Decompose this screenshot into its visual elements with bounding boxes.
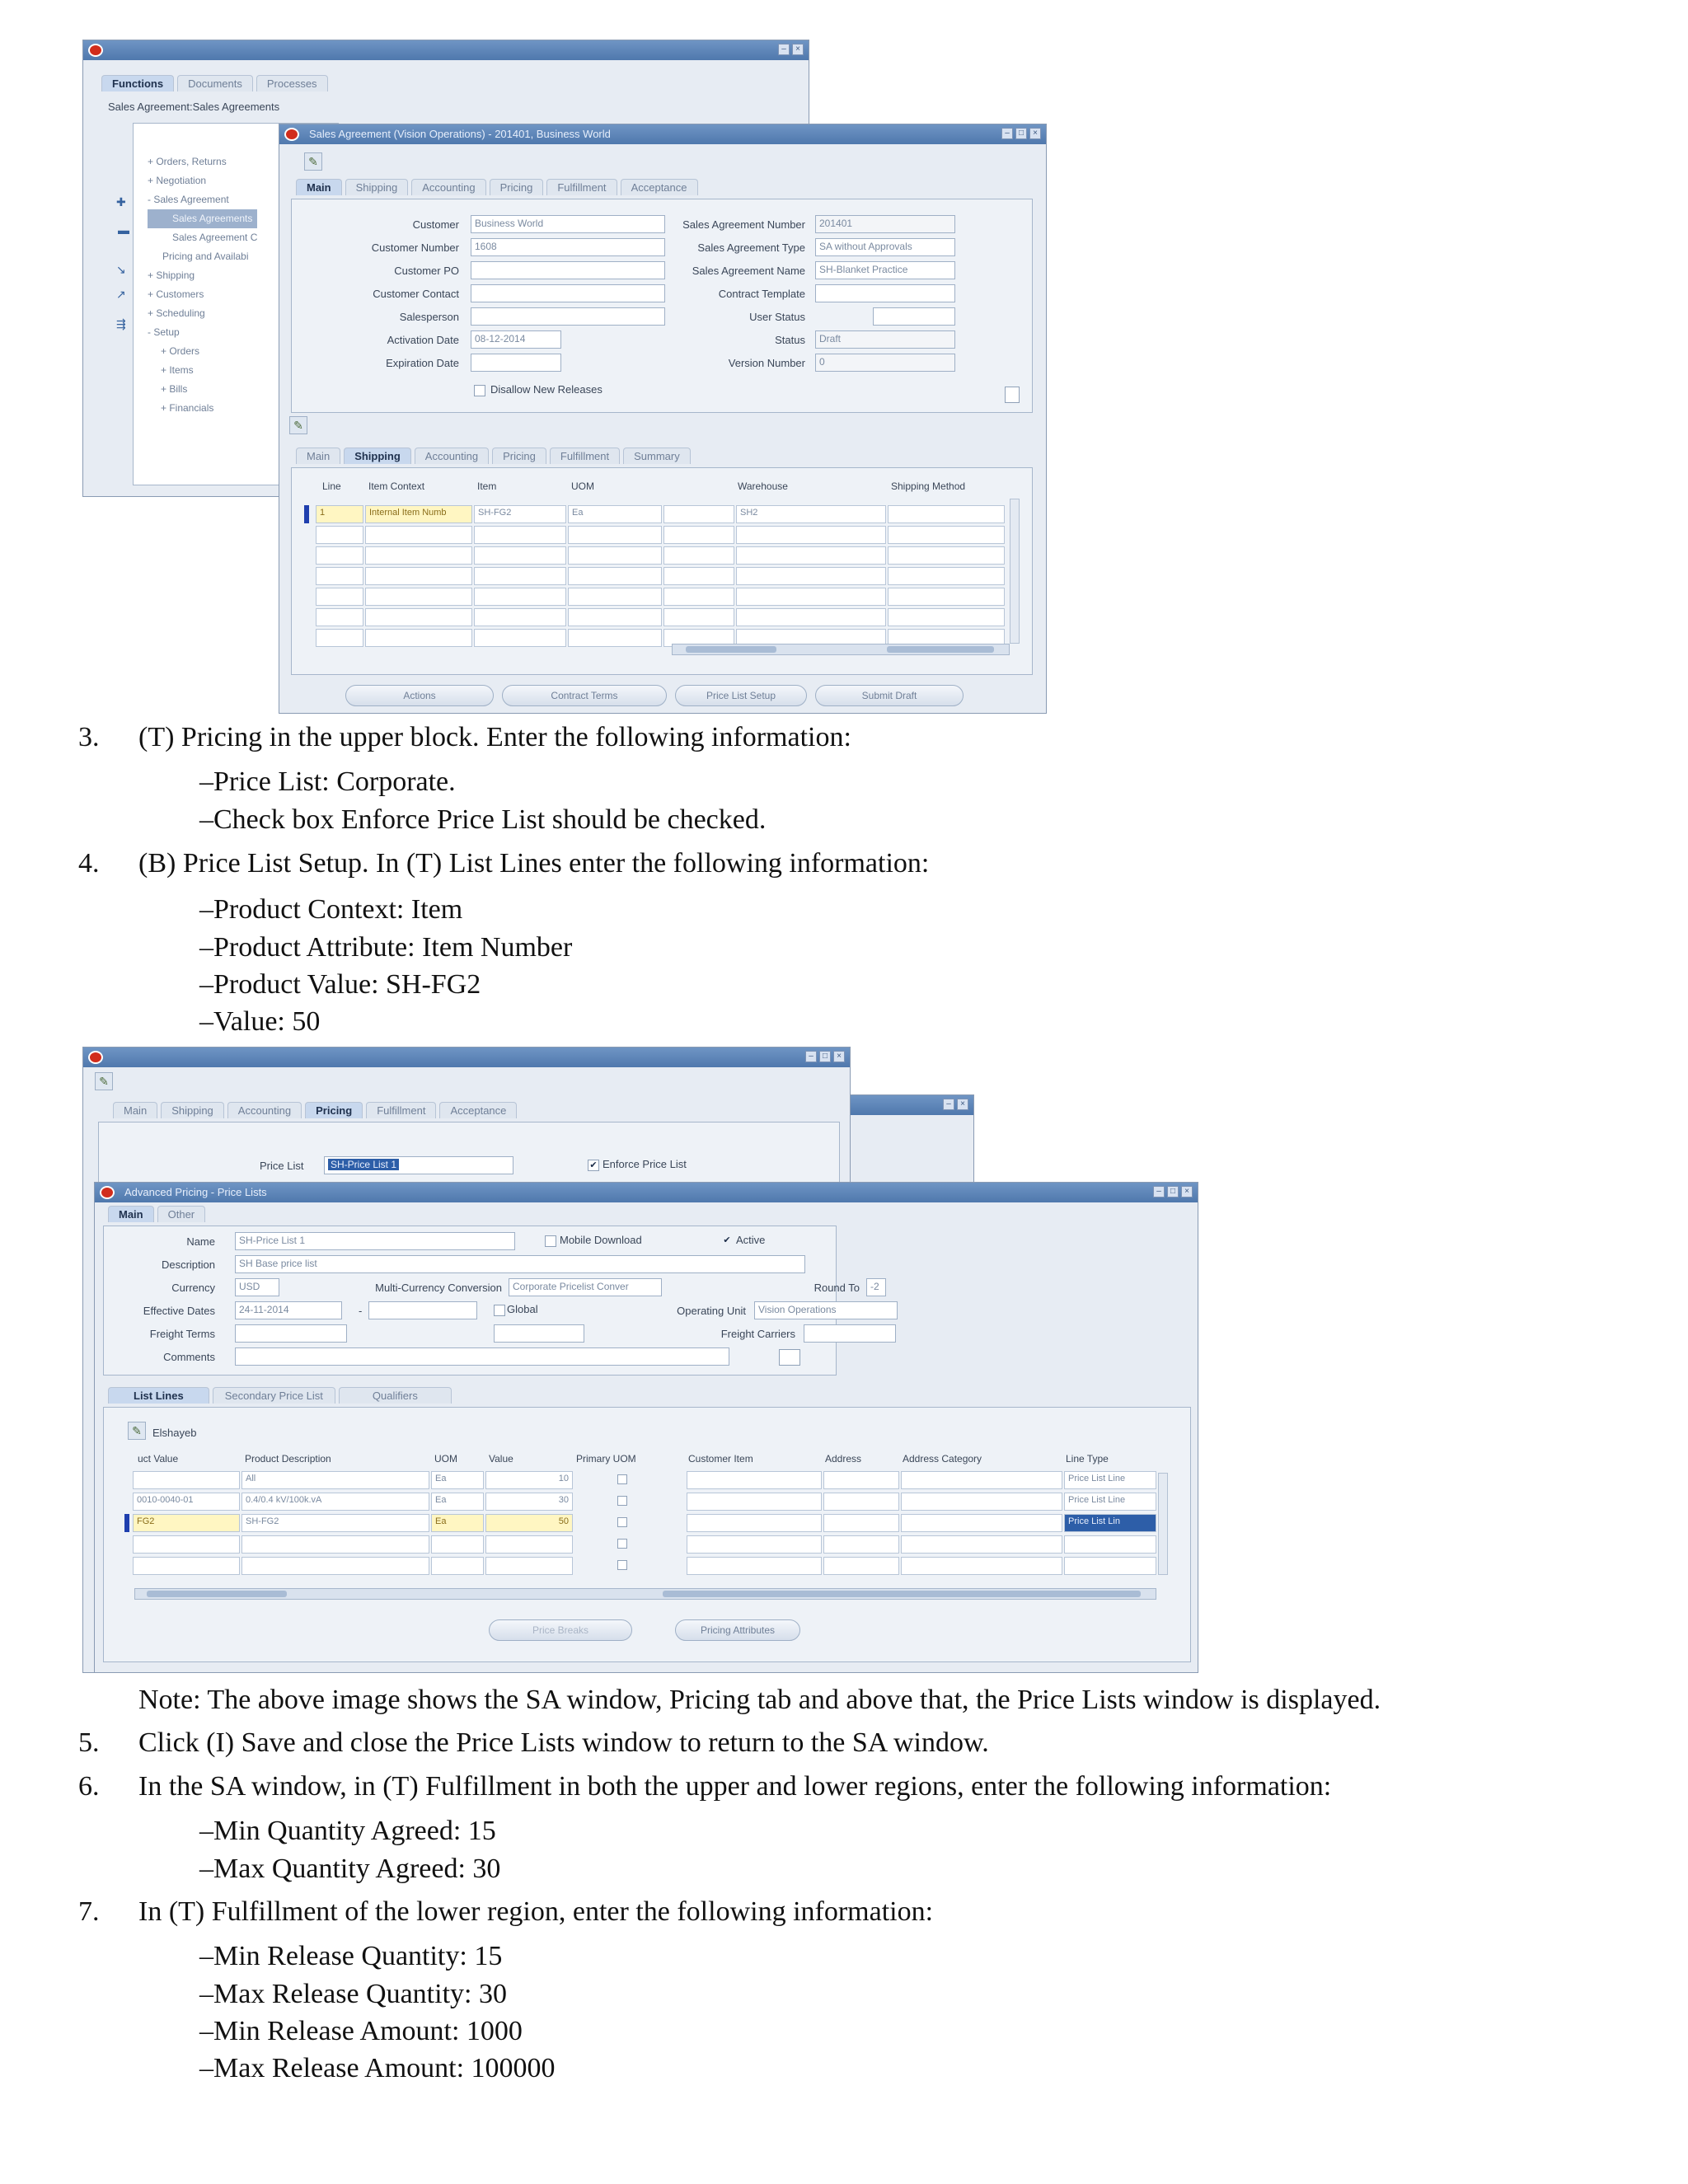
contract-template-field[interactable] <box>815 284 955 302</box>
list-line-cell[interactable] <box>901 1493 1062 1511</box>
column-header-uom: UOM <box>434 1453 457 1465</box>
minimize-icon[interactable]: – <box>1153 1186 1165 1197</box>
empty-cell[interactable] <box>568 567 662 585</box>
empty-cell[interactable] <box>241 1535 429 1554</box>
list-line-cell[interactable]: Price List Line <box>1064 1493 1156 1511</box>
oracle-logo-icon <box>284 128 299 141</box>
empty-cell[interactable] <box>365 526 472 544</box>
tree-item[interactable]: + Financials <box>161 402 214 414</box>
primary-uom-checkbox-cell[interactable] <box>574 1471 685 1489</box>
primary-uom-checkbox-cell[interactable] <box>574 1557 685 1575</box>
tab-main[interactable]: Main <box>296 179 342 195</box>
tab-accounting[interactable]: Accounting <box>415 448 489 464</box>
primary-uom-checkbox-cell[interactable] <box>574 1514 685 1532</box>
primary-uom-checkbox-cell[interactable] <box>574 1535 685 1554</box>
salesperson-field[interactable] <box>471 307 665 326</box>
list-line-cell[interactable]: 50 <box>485 1514 573 1532</box>
step-6-bullet: –Max Quantity Agreed: 30 <box>199 1854 501 1884</box>
empty-cell[interactable] <box>1064 1557 1156 1575</box>
empty-cell[interactable] <box>365 567 472 585</box>
enforce-price-list-label: Enforce Price List <box>603 1158 687 1170</box>
list-line-cell[interactable] <box>823 1514 899 1532</box>
list-line-cell[interactable] <box>687 1471 822 1489</box>
tab-accounting[interactable]: Accounting <box>227 1102 302 1118</box>
empty-cell[interactable] <box>687 1535 822 1554</box>
minimize-icon[interactable]: – <box>778 44 790 55</box>
user-status-label: User Status <box>749 311 805 323</box>
line-cell[interactable]: Ea <box>568 505 662 523</box>
empty-cell[interactable] <box>568 608 662 626</box>
column-header-warehouse: Warehouse <box>738 480 788 492</box>
step-3-bullet: –Check box Enforce Price List should be checked. <box>199 804 767 835</box>
tab-shipping[interactable]: Shipping <box>161 1102 224 1118</box>
comments-label: Comments <box>163 1351 215 1363</box>
empty-cell[interactable] <box>736 608 886 626</box>
empty-cell[interactable] <box>365 629 472 647</box>
tab-documents[interactable]: Documents <box>177 75 253 91</box>
tree-item[interactable]: - Setup <box>148 326 180 338</box>
step-7-bullet: –Max Release Quantity: 30 <box>199 1979 507 2009</box>
navigator-heading: Sales Agreement:Sales Agreements <box>108 101 280 113</box>
minimize-icon[interactable]: – <box>1001 128 1013 139</box>
primary-uom-checkbox[interactable] <box>617 1474 627 1484</box>
sa-type-field[interactable]: SA without Approvals <box>815 238 955 256</box>
payment-terms-field[interactable] <box>494 1324 584 1343</box>
multi-currency-field[interactable]: Corporate Pricelist Conver <box>509 1278 662 1296</box>
column-header-shipping-method: Shipping Method <box>891 480 966 492</box>
empty-cell[interactable] <box>736 567 886 585</box>
primary-uom-checkbox[interactable] <box>617 1496 627 1506</box>
empty-cell[interactable] <box>736 546 886 565</box>
empty-cell[interactable] <box>687 1557 822 1575</box>
empty-cell[interactable] <box>316 567 363 585</box>
step-6-text: In the SA window, in (T) Fulfillment in both the upper and lower regions, enter the following information: <box>138 1771 1332 1802</box>
empty-cell[interactable] <box>823 1557 899 1575</box>
customer-number-field[interactable]: 1608 <box>471 238 665 256</box>
freight-terms-label: Freight Terms <box>149 1328 215 1340</box>
tab-secondary-price-list[interactable]: Secondary Price List <box>213 1387 335 1404</box>
currency-label: Currency <box>171 1282 215 1294</box>
maximize-icon[interactable]: □ <box>1167 1186 1179 1197</box>
empty-cell[interactable] <box>474 588 566 606</box>
close-icon[interactable]: × <box>957 1099 968 1110</box>
price-list-setup-button[interactable]: Price List Setup <box>675 685 807 706</box>
close-icon[interactable]: × <box>792 44 804 55</box>
folder-user-label: Elshayeb <box>152 1427 197 1439</box>
tree-item[interactable]: + Orders, Returns <box>148 156 227 167</box>
tree-item-selected[interactable]: Sales Agreements <box>148 209 257 228</box>
line-cell[interactable]: SH-FG2 <box>474 505 566 523</box>
tab-processes[interactable]: Processes <box>256 75 328 91</box>
tab-main[interactable]: Main <box>113 1102 157 1118</box>
step-4-bullet: –Value: 50 <box>199 1006 321 1037</box>
minimize-icon[interactable]: – <box>943 1099 954 1110</box>
active-label: Active <box>736 1234 766 1246</box>
price-list-label: Price List <box>260 1160 304 1172</box>
column-header-uom: UOM <box>571 480 594 492</box>
column-header-product-description: Product Description <box>245 1453 331 1465</box>
list-line-cell[interactable] <box>901 1514 1062 1532</box>
descriptive-flexfield[interactable] <box>779 1349 800 1366</box>
mobile-download-checkbox[interactable] <box>545 1235 556 1247</box>
contract-terms-button[interactable]: Contract Terms <box>502 685 667 706</box>
column-header-customer-item: Customer Item <box>688 1453 753 1465</box>
tab-qualifiers[interactable]: Qualifiers <box>339 1387 452 1404</box>
round-to-label: Round To <box>814 1282 860 1294</box>
folder-icon[interactable]: ✎ <box>95 1072 113 1090</box>
line-cell[interactable]: 1 <box>316 505 363 523</box>
column-header-address-category: Address Category <box>903 1453 982 1465</box>
close-icon[interactable]: × <box>1181 1186 1193 1197</box>
step-7-bullet: –Min Release Amount: 1000 <box>199 2016 523 2046</box>
expand-icon[interactable]: ✚ <box>116 195 126 209</box>
empty-cell[interactable] <box>133 1535 240 1554</box>
primary-uom-checkbox[interactable] <box>617 1560 627 1570</box>
list-line-cell[interactable] <box>133 1471 240 1489</box>
oracle-logo-icon <box>100 1186 115 1199</box>
note-text: Note: The above image shows the SA window, Pricing tab and above that, the Price Lists window is displayed. <box>138 1685 1381 1715</box>
vertical-scrollbar[interactable] <box>1010 499 1020 644</box>
date-dash: - <box>359 1305 363 1317</box>
empty-cell[interactable] <box>316 526 363 544</box>
primary-uom-checkbox[interactable] <box>617 1539 627 1549</box>
empty-cell[interactable] <box>663 567 734 585</box>
sa-pricing-titlebar <box>83 1047 850 1067</box>
tab-acceptance[interactable]: Acceptance <box>621 179 698 195</box>
list-line-cell[interactable]: All <box>241 1471 429 1489</box>
expand-all-icon[interactable]: ⇶ <box>116 317 126 330</box>
sa-number-label: Sales Agreement Number <box>682 218 805 231</box>
collapse-icon[interactable]: ▬ <box>118 223 129 237</box>
global-checkbox[interactable] <box>494 1305 505 1316</box>
step-6-bullet: –Min Quantity Agreed: 15 <box>199 1816 496 1846</box>
price-lists-titlebar <box>95 1183 1198 1202</box>
multi-currency-label: Multi-Currency Conversion <box>375 1282 502 1294</box>
step-7-text: In (T) Fulfillment of the lower region, enter the following information: <box>138 1896 934 1927</box>
tree-item[interactable]: + Customers <box>148 288 204 300</box>
customer-label: Customer <box>412 218 459 231</box>
empty-cell[interactable] <box>316 608 363 626</box>
pricing-attributes-button[interactable]: Pricing Attributes <box>675 1619 800 1641</box>
column-header-item-context: Item Context <box>368 480 425 492</box>
current-record-indicator <box>124 1514 129 1532</box>
price-lists-window-title: Advanced Pricing - Price Lists <box>124 1186 267 1198</box>
effective-dates-label: Effective Dates <box>143 1305 215 1317</box>
list-line-cell[interactable]: FG2 <box>133 1514 240 1532</box>
empty-cell[interactable] <box>316 588 363 606</box>
sa-window-title: Sales Agreement (Vision Operations) - 201401, Business World <box>309 128 611 140</box>
comments-field[interactable] <box>235 1347 729 1366</box>
background-titlebar <box>850 1095 973 1115</box>
add-to-list-icon[interactable]: ↘ <box>116 263 126 276</box>
line-cell[interactable]: Internal Item Numb <box>365 505 472 523</box>
step-4-bullet: –Product Context: Item <box>199 894 463 925</box>
folder-icon[interactable]: ✎ <box>289 416 307 434</box>
empty-cell[interactable] <box>663 588 734 606</box>
tab-pricing[interactable]: Pricing <box>305 1102 363 1118</box>
tree-item[interactable]: + Items <box>161 364 194 376</box>
close-icon[interactable]: × <box>1029 128 1041 139</box>
empty-cell[interactable] <box>241 1557 429 1575</box>
list-line-cell[interactable]: 30 <box>485 1493 573 1511</box>
sa-number-field[interactable]: 201401 <box>815 215 955 233</box>
empty-cell[interactable] <box>485 1535 573 1554</box>
horizontal-scrollbar[interactable] <box>672 644 1010 655</box>
empty-cell[interactable] <box>888 526 1005 544</box>
operating-unit-field[interactable]: Vision Operations <box>754 1301 898 1319</box>
list-line-cell[interactable]: Price List Lin <box>1064 1514 1156 1532</box>
freight-carriers-field[interactable] <box>804 1324 896 1343</box>
name-field[interactable]: SH-Price List 1 <box>235 1232 515 1250</box>
step-7-bullet: –Max Release Amount: 100000 <box>199 2053 556 2083</box>
step-4-bullet: –Product Value: SH-FG2 <box>199 969 481 1000</box>
activation-date-field[interactable]: 08-12-2014 <box>471 330 561 349</box>
descriptive-flexfield[interactable] <box>1005 387 1020 403</box>
tab-main[interactable]: Main <box>296 448 340 464</box>
list-line-cell[interactable]: Ea <box>431 1493 484 1511</box>
submit-draft-button[interactable]: Submit Draft <box>815 685 964 706</box>
folder-icon[interactable]: ✎ <box>128 1422 146 1440</box>
empty-cell[interactable] <box>133 1557 240 1575</box>
empty-cell[interactable] <box>888 588 1005 606</box>
empty-cell[interactable] <box>901 1557 1062 1575</box>
step-4-number: 4. <box>78 848 100 879</box>
column-header-product-value: uct Value <box>138 1453 179 1465</box>
user-status-field[interactable] <box>873 307 955 326</box>
oracle-logo-icon <box>88 1051 103 1064</box>
customer-field[interactable]: Business World <box>471 215 665 233</box>
sales-agreement-window <box>279 124 1047 714</box>
contract-template-label: Contract Template <box>718 288 805 300</box>
sa-titlebar <box>279 124 1046 144</box>
list-line-cell[interactable]: Ea <box>431 1471 484 1489</box>
list-lines-panel <box>103 1407 1191 1662</box>
mobile-download-label: Mobile Download <box>560 1234 642 1246</box>
operating-unit-label: Operating Unit <box>677 1305 746 1317</box>
global-label: Global <box>507 1303 538 1315</box>
tab-acceptance[interactable]: Acceptance <box>439 1102 517 1118</box>
empty-cell[interactable] <box>901 1535 1062 1554</box>
enforce-price-list-checkbox[interactable]: ✔ <box>588 1160 599 1171</box>
tree-item[interactable]: + Orders <box>161 345 200 357</box>
column-header-value: Value <box>489 1453 513 1465</box>
empty-cell[interactable] <box>365 608 472 626</box>
empty-cell[interactable] <box>888 567 1005 585</box>
round-to-field[interactable]: -2 <box>866 1278 886 1296</box>
empty-cell[interactable] <box>474 629 566 647</box>
list-line-cell[interactable] <box>687 1493 822 1511</box>
step-7-number: 7. <box>78 1896 100 1927</box>
list-line-cell[interactable]: 10 <box>485 1471 573 1489</box>
empty-cell[interactable] <box>474 546 566 565</box>
sa-name-label: Sales Agreement Name <box>692 265 805 277</box>
freight-carriers-label: Freight Carriers <box>720 1328 795 1340</box>
sa-type-label: Sales Agreement Type <box>697 241 805 254</box>
price-list-value: SH-Price List 1 <box>328 1159 399 1170</box>
tab-shipping[interactable]: Shipping <box>344 448 411 464</box>
tab-functions[interactable]: Functions <box>101 75 174 91</box>
expiration-date-field[interactable] <box>471 354 561 372</box>
version-number-label: Version Number <box>728 357 805 369</box>
tree-item[interactable]: + Shipping <box>148 269 195 281</box>
empty-cell[interactable] <box>568 526 662 544</box>
tree-item[interactable]: + Scheduling <box>148 307 205 319</box>
list-line-cell[interactable] <box>901 1471 1062 1489</box>
description-label: Description <box>161 1258 215 1271</box>
empty-cell[interactable] <box>474 608 566 626</box>
disallow-new-releases-label: Disallow New Releases <box>490 383 603 396</box>
list-line-cell[interactable]: Price List Line <box>1064 1471 1156 1489</box>
empty-cell[interactable] <box>663 526 734 544</box>
tree-item[interactable]: Pricing and Availabi <box>162 251 249 262</box>
empty-cell[interactable] <box>568 546 662 565</box>
empty-cell[interactable] <box>823 1535 899 1554</box>
disallow-new-releases-checkbox[interactable] <box>474 385 485 396</box>
background-window <box>849 1094 974 1185</box>
tab-pricing[interactable]: Pricing <box>490 179 544 195</box>
tab-fulfillment[interactable]: Fulfillment <box>550 448 620 464</box>
tab-fulfillment[interactable]: Fulfillment <box>546 179 617 195</box>
empty-cell[interactable] <box>736 526 886 544</box>
expiration-date-label: Expiration Date <box>386 357 459 369</box>
minimize-icon[interactable]: – <box>805 1051 817 1062</box>
empty-cell[interactable] <box>568 629 662 647</box>
empty-cell[interactable] <box>568 588 662 606</box>
empty-cell[interactable] <box>663 546 734 565</box>
column-header-line: Line <box>322 480 341 492</box>
empty-cell[interactable] <box>1064 1535 1156 1554</box>
empty-cell[interactable] <box>485 1557 573 1575</box>
step-5-text: Click (I) Save and close the Price Lists window to return to the SA window. <box>138 1727 989 1758</box>
empty-cell[interactable] <box>474 526 566 544</box>
column-header-primary-uom: Primary UOM <box>576 1453 636 1465</box>
step-4-text: (B) Price List Setup. In (T) List Lines enter the following information: <box>138 848 930 879</box>
salesperson-label: Salesperson <box>399 311 459 323</box>
empty-cell[interactable] <box>431 1535 484 1554</box>
effective-date-from-field[interactable]: 24-11-2014 <box>235 1301 342 1319</box>
tab-summary[interactable]: Summary <box>623 448 691 464</box>
list-line-cell[interactable]: Ea <box>431 1514 484 1532</box>
tree-item[interactable]: Sales Agreement C <box>172 232 258 243</box>
line-cell[interactable] <box>888 505 1005 523</box>
empty-cell[interactable] <box>316 629 363 647</box>
empty-cell[interactable] <box>736 588 886 606</box>
actions-button[interactable]: Actions <box>345 685 494 706</box>
tab-fulfillment[interactable]: Fulfillment <box>366 1102 436 1118</box>
customer-po-field[interactable] <box>471 261 665 279</box>
tab-accounting[interactable]: Accounting <box>411 179 485 195</box>
status-label: Status <box>775 334 805 346</box>
list-line-cell[interactable] <box>687 1514 822 1532</box>
empty-cell[interactable] <box>316 546 363 565</box>
empty-cell[interactable] <box>431 1557 484 1575</box>
tree-item[interactable]: + Bills <box>161 383 188 395</box>
vertical-scrollbar[interactable] <box>1158 1473 1168 1575</box>
horizontal-scrollbar[interactable] <box>134 1588 1156 1600</box>
step-3-text: (T) Pricing in the upper block. Enter the following information: <box>138 722 851 752</box>
step-3-bullet: –Price List: Corporate. <box>199 766 456 797</box>
list-line-cell[interactable]: 0010-0040-01 <box>133 1493 240 1511</box>
column-header-line-type: Line Type <box>1066 1453 1109 1465</box>
line-cell[interactable]: SH2 <box>736 505 886 523</box>
price-lists-window <box>94 1182 1198 1673</box>
description-field[interactable]: SH Base price list <box>235 1255 805 1273</box>
empty-cell[interactable] <box>888 546 1005 565</box>
currency-field[interactable]: USD <box>235 1278 279 1296</box>
customer-contact-field[interactable] <box>471 284 665 302</box>
version-number-field[interactable]: 0 <box>815 354 955 372</box>
current-record-indicator <box>304 505 309 523</box>
active-checkbox[interactable]: ✔ <box>723 1235 731 1245</box>
list-line-cell[interactable]: 0.4/0.4 kV/100k.vA <box>241 1493 429 1511</box>
empty-cell[interactable] <box>663 608 734 626</box>
sa-name-field[interactable]: SH-Blanket Practice <box>815 261 955 279</box>
step-6-number: 6. <box>78 1771 100 1802</box>
customer-po-label: Customer PO <box>394 265 459 277</box>
tab-other[interactable]: Other <box>157 1206 206 1222</box>
empty-cell[interactable] <box>365 546 472 565</box>
step-3-number: 3. <box>78 722 100 752</box>
list-line-cell[interactable] <box>823 1493 899 1511</box>
empty-cell[interactable] <box>888 608 1005 626</box>
tree-item[interactable]: + Negotiation <box>148 175 207 186</box>
activation-date-label: Activation Date <box>387 334 459 346</box>
freight-terms-field[interactable] <box>235 1324 347 1343</box>
step-7-bullet: –Min Release Quantity: 15 <box>199 1941 503 1971</box>
tab-pricing[interactable]: Pricing <box>492 448 546 464</box>
remove-from-list-icon[interactable]: ↗ <box>116 288 126 301</box>
tab-shipping[interactable]: Shipping <box>345 179 409 195</box>
column-header-address: Address <box>825 1453 862 1465</box>
price-breaks-button[interactable]: Price Breaks <box>489 1619 632 1641</box>
primary-uom-checkbox[interactable] <box>617 1517 627 1527</box>
oracle-logo-icon <box>88 44 103 57</box>
step-5-number: 5. <box>78 1727 100 1758</box>
status-field[interactable]: Draft <box>815 330 955 349</box>
tab-list-lines[interactable]: List Lines <box>108 1387 209 1404</box>
folder-icon[interactable]: ✎ <box>304 152 322 171</box>
primary-uom-checkbox-cell[interactable] <box>574 1493 685 1511</box>
navigator-titlebar <box>83 40 809 60</box>
step-4-bullet: –Product Attribute: Item Number <box>199 932 573 963</box>
empty-cell[interactable] <box>474 567 566 585</box>
empty-cell[interactable] <box>365 588 472 606</box>
column-header-item: Item <box>477 480 497 492</box>
maximize-icon[interactable]: □ <box>1015 128 1027 139</box>
close-icon[interactable]: × <box>833 1051 845 1062</box>
maximize-icon[interactable]: □ <box>819 1051 831 1062</box>
tab-main[interactable]: Main <box>108 1206 154 1222</box>
list-line-cell[interactable] <box>823 1471 899 1489</box>
price-list-field[interactable] <box>324 1156 513 1174</box>
list-line-cell[interactable]: SH-FG2 <box>241 1514 429 1532</box>
navigator-tree <box>148 152 257 418</box>
effective-date-to-field[interactable] <box>368 1301 477 1319</box>
line-cell[interactable] <box>663 505 734 523</box>
name-label: Name <box>186 1235 215 1248</box>
tree-item[interactable]: - Sales Agreement <box>148 194 229 205</box>
customer-number-label: Customer Number <box>371 241 459 254</box>
customer-contact-label: Customer Contact <box>373 288 459 300</box>
